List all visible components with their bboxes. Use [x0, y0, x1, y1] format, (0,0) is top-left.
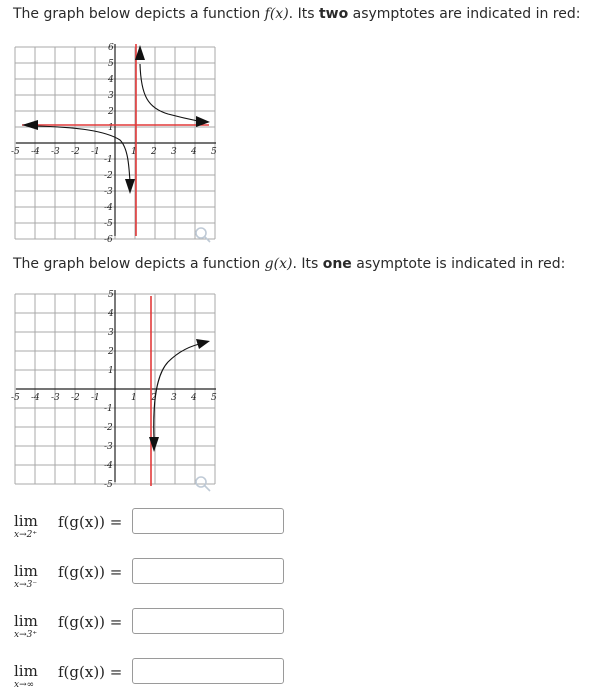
limit-row-1 [14, 508, 123, 540]
y-tick-label: -3 [104, 187, 113, 197]
y-tick-label: 2 [108, 347, 114, 357]
limit-row-4 [14, 658, 123, 690]
y-tick-label: 1 [108, 123, 114, 133]
lim-subscript: x→∞ [14, 680, 35, 690]
prompt-f-text-2: . Its [288, 6, 319, 22]
y-tick-label: -1 [104, 155, 113, 165]
limit-expression: f(g(x)) = [58, 513, 123, 531]
limit-operator [14, 508, 50, 540]
x-tick-label: -1 [91, 147, 100, 157]
answer-input-3[interactable] [132, 608, 284, 634]
y-tick-label: 2 [108, 107, 114, 117]
x-tick-label: 2 [151, 393, 157, 403]
prompt-f [13, 6, 580, 22]
limit-operator [14, 558, 50, 590]
answer-input-2[interactable] [132, 558, 284, 584]
x-tick-label: -3 [51, 393, 60, 403]
limit-row-2 [14, 558, 123, 590]
y-tick-label: -3 [104, 442, 113, 452]
prompt-f-text-3: asymptotes are indicated in red: [348, 6, 581, 22]
limit-expression: f(g(x)) = [58, 563, 123, 581]
x-tick-label: -5 [11, 147, 20, 157]
prompt-g [13, 256, 565, 272]
answer-input-4[interactable] [132, 658, 284, 684]
x-tick-label: 5 [211, 393, 217, 403]
y-tick-label: 3 [108, 328, 114, 338]
lim-subscript: x→2⁺ [14, 530, 38, 540]
lim-word: lim [14, 512, 38, 530]
y-tick-label: -4 [104, 203, 113, 213]
x-tick-label: 3 [171, 147, 177, 157]
graph-g-right-arrow-head [196, 339, 210, 349]
y-tick-label: -2 [104, 171, 113, 181]
x-tick-label: -2 [71, 147, 80, 157]
prompt-g-text-2: . Its [292, 256, 323, 272]
prompt-g-text-3: asymptote is indicated in red: [351, 256, 566, 272]
x-tick-label: -2 [71, 393, 80, 403]
lim-subscript: x→3⁺ [14, 630, 38, 640]
x-tick-label: -4 [31, 147, 40, 157]
y-tick-label: -6 [104, 235, 113, 245]
answer-input-1[interactable] [132, 508, 284, 534]
x-tick-label: 2 [151, 147, 157, 157]
x-tick-label: 3 [171, 393, 177, 403]
magnifier-icon[interactable] [196, 228, 210, 242]
y-tick-label: -1 [104, 404, 113, 414]
y-tick-label: 4 [108, 75, 114, 85]
y-tick-label: -4 [104, 461, 113, 471]
prompt-f-text-1: The graph below depicts a function [13, 6, 265, 22]
x-tick-label: -4 [31, 393, 40, 403]
lim-subscript: x→3⁻ [14, 580, 38, 590]
limit-operator [14, 658, 50, 690]
y-tick-label: 4 [108, 309, 114, 319]
lim-word: lim [14, 662, 38, 680]
y-tick-label: 1 [108, 366, 114, 376]
limit-expression: f(g(x)) = [58, 663, 123, 681]
graph-f-tick-labels [11, 43, 217, 245]
x-tick-label: -1 [91, 393, 100, 403]
y-tick-label: 5 [108, 59, 114, 69]
lim-word: lim [14, 612, 38, 630]
x-tick-label: 1 [131, 147, 137, 157]
prompt-g-text-1: The graph below depicts a function [13, 256, 265, 272]
graph-f-down-arrow-head [125, 179, 135, 194]
prompt-g-bold: one [322, 256, 352, 272]
x-tick-label: 4 [191, 147, 197, 157]
prompt-f-bold: two [318, 6, 349, 22]
graph-g-tick-labels [11, 290, 217, 490]
y-tick-label: 5 [108, 290, 114, 300]
y-tick-label: -2 [104, 423, 113, 433]
lim-word: lim [14, 562, 38, 580]
x-tick-label: 5 [211, 147, 217, 157]
x-tick-label: -5 [11, 393, 20, 403]
prompt-g-function: g(x) [264, 256, 293, 272]
x-tick-label: -3 [51, 147, 60, 157]
graph-f-right-branch [140, 64, 198, 121]
graph-g [8, 282, 228, 492]
y-tick-label: 3 [108, 91, 114, 101]
y-tick-label: -5 [104, 480, 113, 490]
graph-f-left-arrow-head [22, 120, 38, 130]
limit-row-3 [14, 608, 123, 640]
limit-expression: f(g(x)) = [58, 613, 123, 631]
limit-operator [14, 608, 50, 640]
graph-f [8, 36, 228, 246]
graph-g-branch [154, 343, 204, 440]
y-tick-label: -5 [104, 219, 113, 229]
prompt-f-function: f(x) [264, 6, 289, 22]
x-tick-label: 1 [131, 393, 137, 403]
x-tick-label: 4 [191, 393, 197, 403]
y-tick-label: 6 [108, 43, 114, 53]
